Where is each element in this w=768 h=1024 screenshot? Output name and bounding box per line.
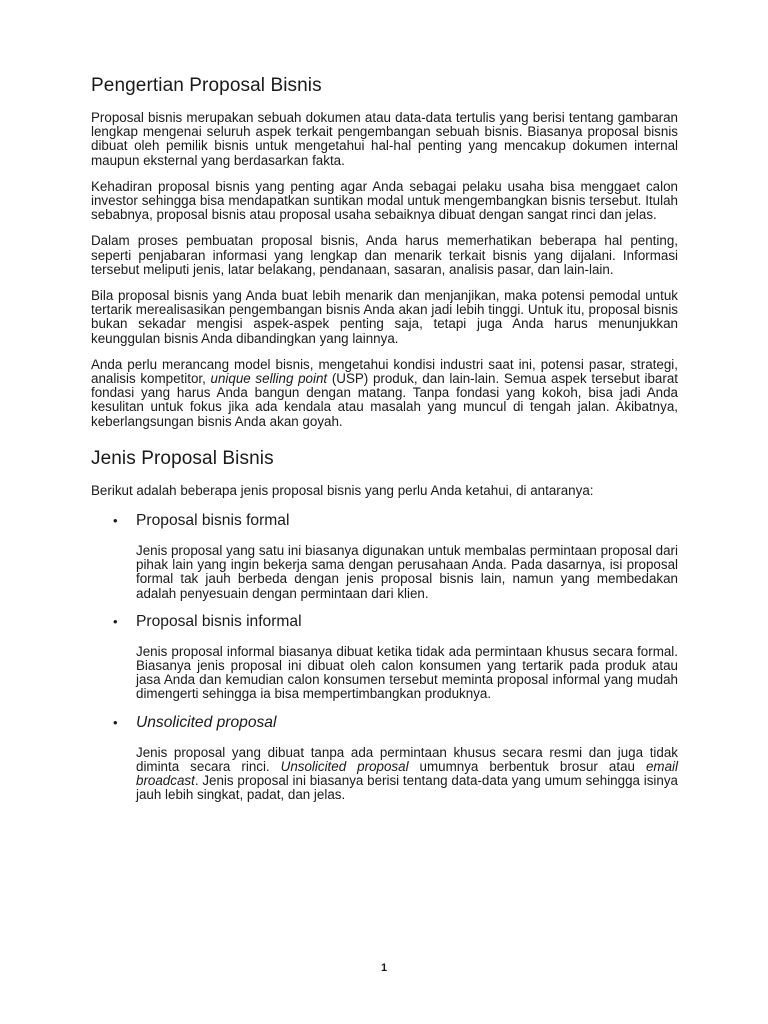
body-paragraph xyxy=(91,111,678,168)
section-body-pengertian xyxy=(91,111,678,429)
text-run: Anda perlu merancang model bisnis, mengetahui kondisi industri saat ini, potensi pasar, strategi, analisis kompetitor, xyxy=(91,356,678,387)
text-run: Jenis proposal informal biasanya dibuat ketika tidak ada permintaan khusus secara formal. Biasanya jenis proposal ini dibuat oleh calon konsumen yang tertarik pada produk atau jasa Anda dan kemudian calon konsumen tersebut meminta proposal informal yang mudah dimengerti sehingga ia bisa mempertimbangkan produknya. xyxy=(136,643,678,702)
list-item-description xyxy=(136,746,678,803)
list-item xyxy=(91,512,678,601)
italic-text-run: email broadcast xyxy=(136,758,678,789)
bullet-icon: • xyxy=(113,513,118,529)
text-run: . Jenis proposal ini biasanya berisi tentang data-data yang umum sehingga isinya jauh lebih singkat, padat, dan jelas. xyxy=(136,773,678,803)
text-run: umumnya berbentuk brosur atau xyxy=(408,758,646,774)
list-item-title: Unsolicited proposal xyxy=(136,713,277,731)
bullet-icon: • xyxy=(113,613,118,629)
page-number: 1 xyxy=(380,962,388,974)
text-run: Kehadiran proposal bisnis yang penting agar Anda sebagai pelaku usaha bisa menggaet calon investor sehingga bisa mendapatkan suntikan modal untuk mengembangkan bisnis tersebut. Itulah sebabnya, proposal bisnis atau proposal usaha sebaiknya dibuat dengan sangat rinci dan jelas. xyxy=(91,178,678,223)
text-run: Jenis proposal yang dibuat tanpa ada permintaan khusus secara resmi dan juga tidak diminta secara rinci. xyxy=(136,744,678,774)
section-intro-jenis: Berikut adalah beberapa jenis proposal bisnis yang perlu Anda ketahui, di antaranya: xyxy=(91,482,594,498)
italic-text-run: unique selling point xyxy=(210,371,328,387)
body-paragraph xyxy=(91,180,678,223)
list-item-title: Proposal bisnis informal xyxy=(136,612,302,630)
text-run: Bila proposal bisnis yang Anda buat lebih menarik dan menjanjikan, maka potensi pemodal untuk tertarik merealisasikan pengembangan bisnis Anda akan jadi lebih tinggi. Untuk itu, proposal bisnis bukan sekadar mengisi aspek-aspek penting saja, tetapi juga Anda harus menunjukkan keunggulan bisnis Anda dibandingkan yang lainnya. xyxy=(91,288,678,346)
bullet-icon: • xyxy=(113,714,118,730)
body-paragraph xyxy=(91,234,678,277)
list-item xyxy=(91,613,678,702)
section-heading-jenis: Jenis Proposal Bisnis xyxy=(91,447,274,469)
italic-text-run: Unsolicited proposal xyxy=(280,758,409,774)
list-item-title: Proposal bisnis formal xyxy=(136,512,290,530)
body-paragraph xyxy=(91,289,678,346)
list-item-description xyxy=(136,544,678,601)
text-run: (USP) produk, dan lain-lain. Semua aspek tersebut ibarat fondasi yang harus Anda bangun dengan matang. Tanpa fondasi yang kokoh, bisa jadi Anda kesulitan untuk fokus jika ada kendala atau masalah yang muncul di tengah jalan. Akibatnya, keberlangsungan bisnis Anda akan goyah. xyxy=(91,371,678,429)
proposal-types-list xyxy=(91,512,678,802)
list-item xyxy=(91,714,678,803)
body-paragraph xyxy=(91,358,678,429)
section-heading-pengertian: Pengertian Proposal Bisnis xyxy=(91,75,322,96)
text-run: Proposal bisnis merupakan sebuah dokumen atau data-data tertulis yang berisi tentang gambaran lengkap mengenai seluruh aspek terkait pengembangan sebuah bisnis. Biasanya proposal bisnis dibuat oleh pemilik bisnis untuk mengetahui hal-hal penting yang mencakup dokumen internal maupun eksternal yang berdasarkan fakta. xyxy=(91,110,678,168)
text-run: Jenis proposal yang satu ini biasanya digunakan untuk membalas permintaan proposal dari pihak lain yang ingin bekerja sama dengan perusahaan Anda. Pada dasarnya, isi proposal formal tak jauh berbeda dengan jenis proposal bisnis lain, namun yang membedakan adalah penyesuain dengan permintaan dari klien. xyxy=(136,543,678,601)
text-run: Dalam proses pembuatan proposal bisnis, Anda harus memerhatikan beberapa hal penting, seperti penjabaran informasi yang lengkap dan menarik terkait bisnis yang dijalani. Informasi tersebut meliputi jenis, latar belakang, pendanaan, sasaran, analisis pasar, dan lain-lain. xyxy=(91,233,678,277)
list-item-description xyxy=(136,645,678,702)
